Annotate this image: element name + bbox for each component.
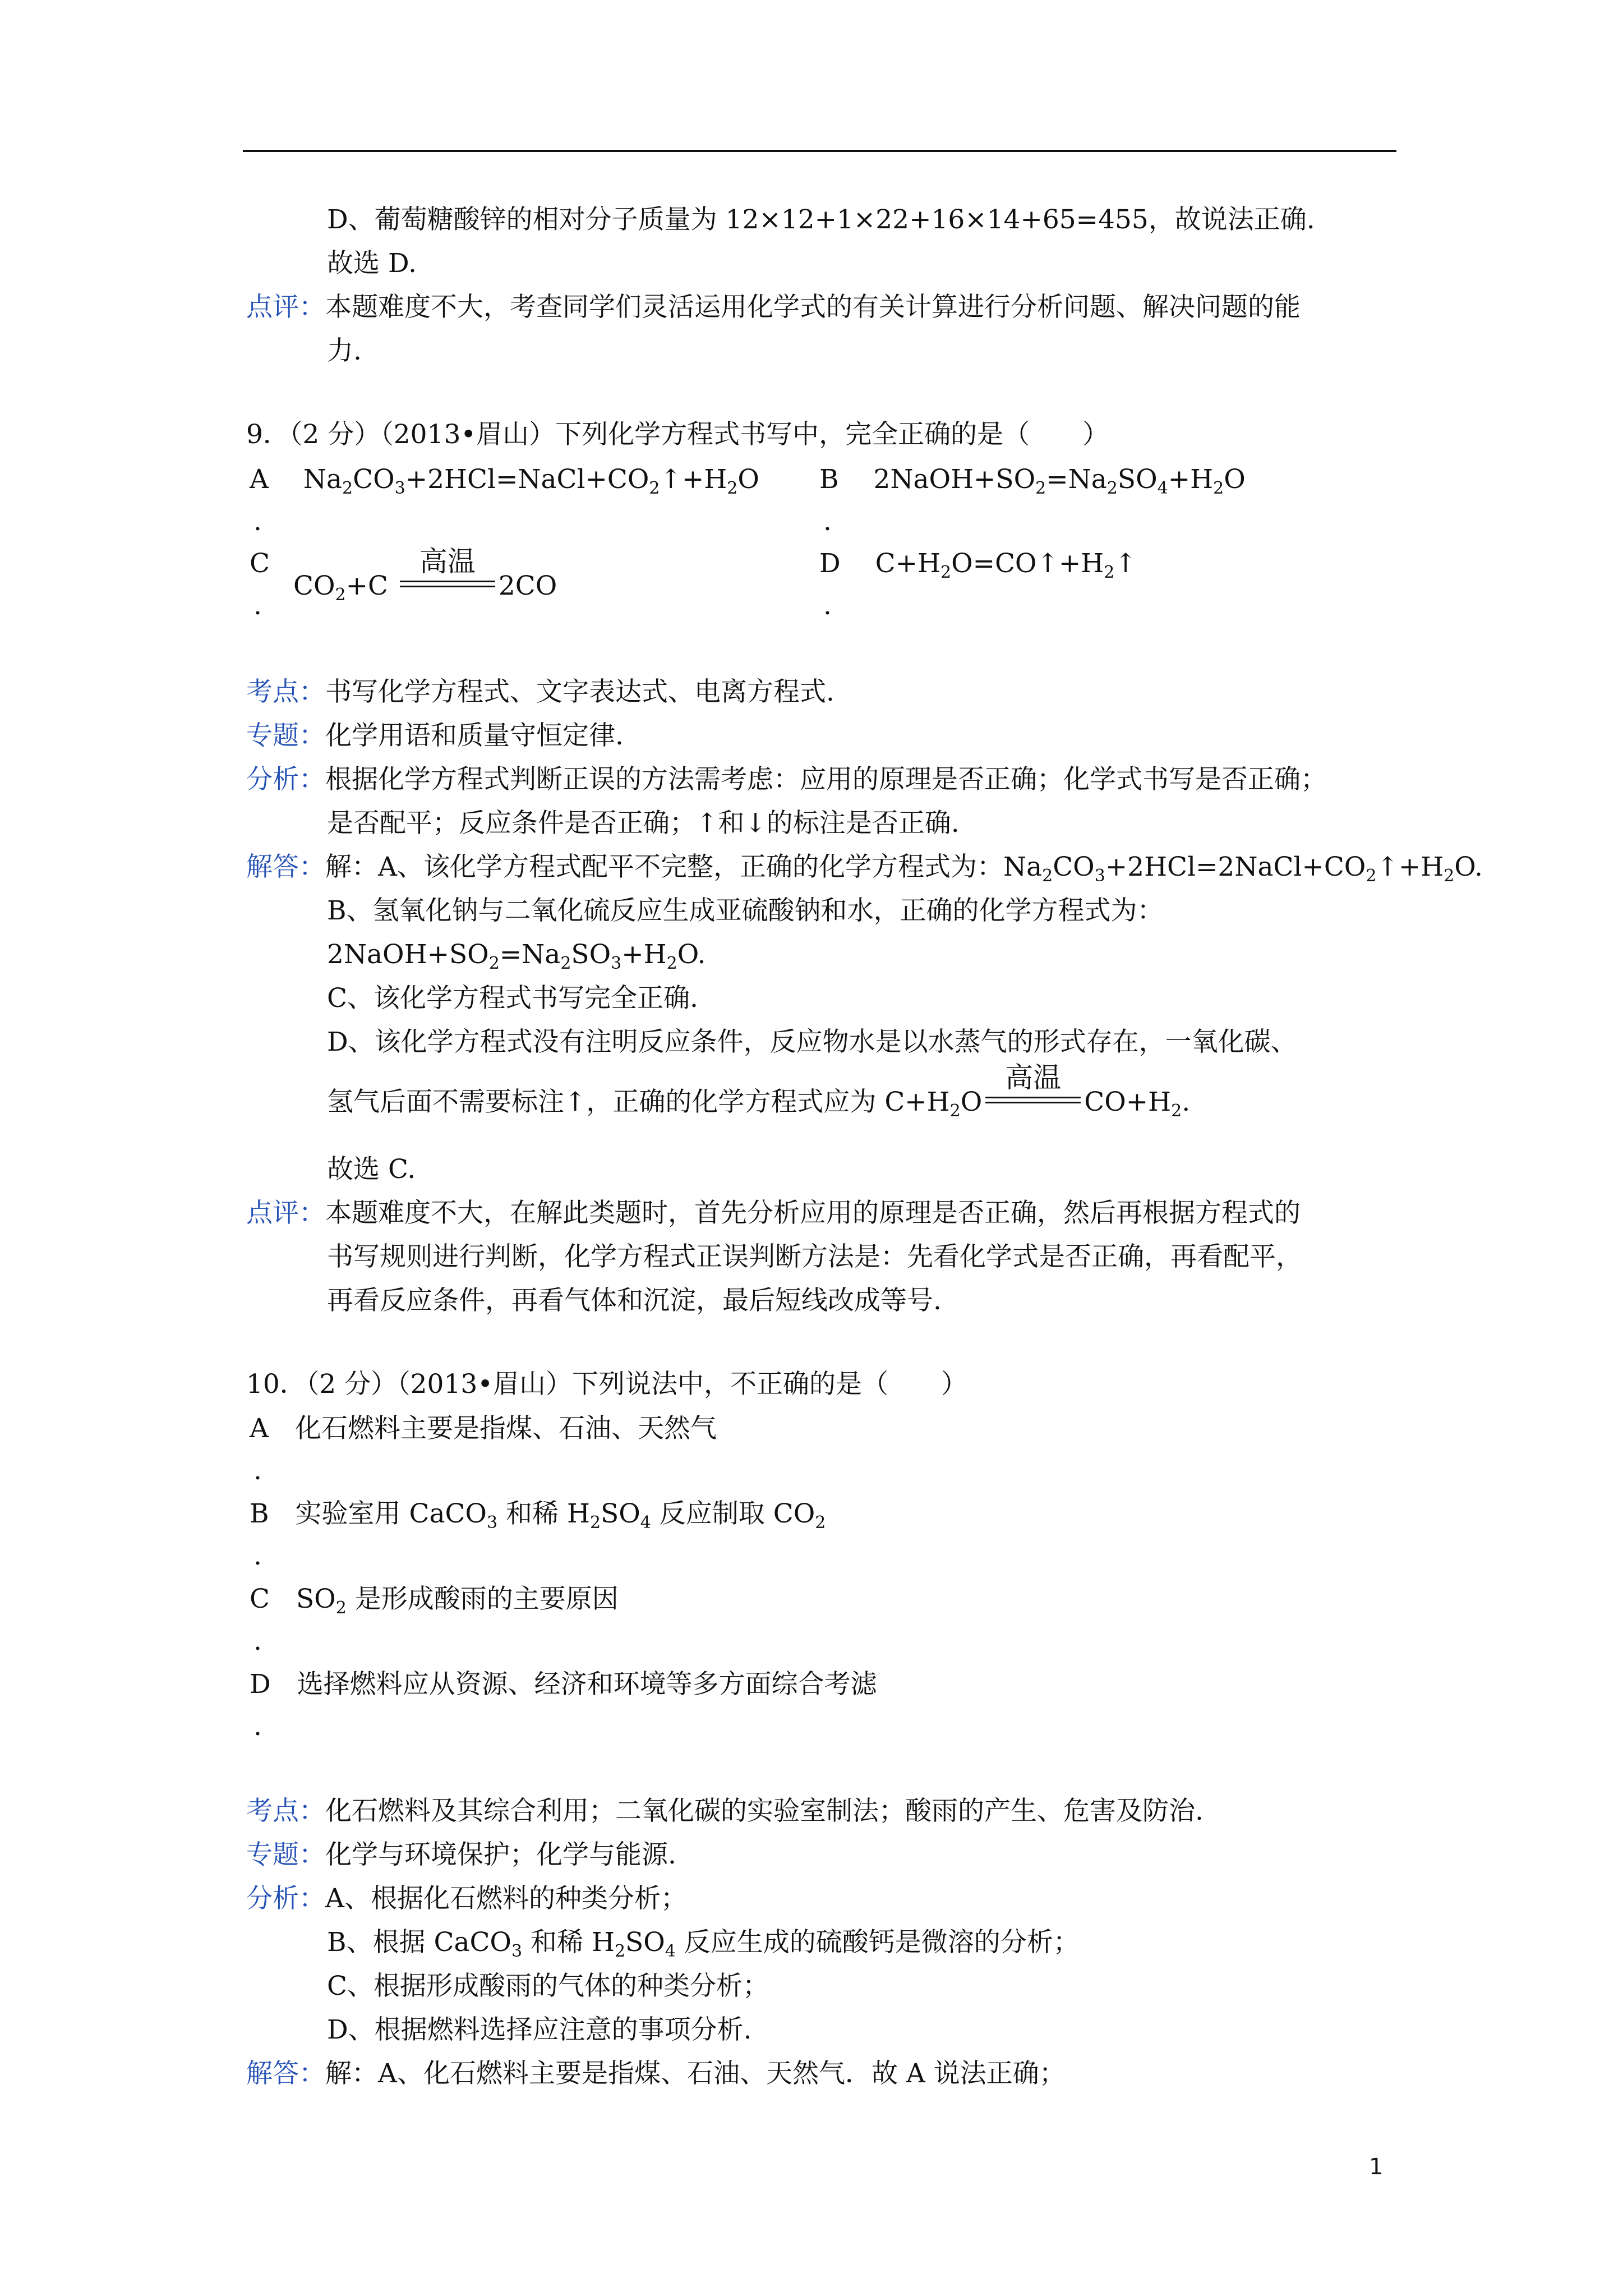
q9-jieda-d-eq: 氢气后面不需要标注↑，正确的化学方程式应为 $C+H_2O$ 高温 $CO+H_2$. bbox=[327, 1061, 1191, 1121]
q9-dianping: 点评：本题难度不大，在解此类题时，首先分析应用的原理是否正确，然后再根据方程式的 bbox=[246, 1198, 1301, 1228]
q9-jieda: 解答：解：A、该化学方程式配平不完整，正确的化学方程式为：$Na_2CO_3+2HCl=2NaCl+CO_2↑+H_2O$. bbox=[246, 852, 1483, 886]
q10-option-b-dot: . bbox=[253, 1540, 262, 1571]
high-temp-condition-2: 高温 bbox=[985, 1085, 1081, 1119]
q9-option-a: A $Na_2CO_3+2HCl=NaCl+CO_2↑+H_2O$ bbox=[250, 464, 759, 498]
prev-comment-cont: 力. bbox=[327, 335, 362, 366]
high-temp-condition: 高温 bbox=[400, 569, 495, 603]
q10-fenxi-d: D、根据燃料选择应注意的事项分析. bbox=[327, 2014, 752, 2045]
q9-stem: 9．（2 分）（2013•眉山）下列化学方程式书写中，完全正确的是（ ） bbox=[246, 419, 1109, 450]
comment-label: 点评： bbox=[246, 292, 325, 323]
q9-option-c-letter: C bbox=[250, 548, 270, 579]
q9-jieda-b-eq: $2NaOH+SO_2=Na_2SO_3+H_2O$. bbox=[327, 939, 706, 973]
q10-zhuanti: 专题：化学与环境保护；化学与能源. bbox=[246, 1839, 676, 1870]
q9-kaodian: 考点：书写化学方程式、文字表达式、电离方程式. bbox=[246, 677, 834, 707]
prev-option-d-analysis: D、葡萄糖酸锌的相对分子质量为 12×12+1×22+16×14+65=455，故说法正确. bbox=[327, 204, 1315, 235]
page-number: 1 bbox=[1369, 2154, 1384, 2180]
q9-jieda-d: D、该化学方程式没有注明反应条件，反应物水是以水蒸气的形式存在，一氧化碳、 bbox=[327, 1027, 1297, 1057]
prev-choose: 故选 D. bbox=[327, 248, 417, 279]
q10-fenxi-b: B、根据 CaCO$_3$ 和稀 $H_2SO_4$ 反应生成的硫酸钙是微溶的分析； bbox=[327, 1927, 1080, 1961]
q10-option-c-dot: . bbox=[253, 1626, 262, 1657]
q10-option-b: B 实验室用 CaCO$_3$ 和稀 $H_2SO_4$ 反应制取 $CO_2$ bbox=[250, 1498, 826, 1533]
q9-zhuanti: 专题：化学用语和质量守恒定律. bbox=[246, 720, 624, 751]
q9-fenxi-cont: 是否配平；反应条件是否正确；↑和↓的标注是否正确. bbox=[327, 808, 960, 839]
q9-jieda-b: B、氢氧化钠与二氧化硫反应生成亚硫酸钠和水，正确的化学方程式为： bbox=[327, 895, 1164, 926]
q9-jieda-c: C、该化学方程式书写完全正确. bbox=[327, 983, 698, 1014]
q10-stem: 10．（2 分）（2013•眉山）下列说法中，不正确的是（ ） bbox=[246, 1369, 967, 1400]
q9-option-a-dot: . bbox=[253, 506, 262, 537]
q10-option-d: D 选择燃料应从资源、经济和环境等多方面综合考滤 bbox=[250, 1669, 877, 1700]
q10-fenxi-c: C、根据形成酸雨的气体的种类分析； bbox=[327, 1971, 769, 2001]
q10-option-a-dot: . bbox=[253, 1455, 262, 1486]
q10-option-d-dot: . bbox=[253, 1711, 262, 1742]
q9-fenxi: 分析：根据化学方程式判断正误的方法需考虑：应用的原理是否正确；化学式书写是否正确； bbox=[246, 764, 1327, 795]
header-rule bbox=[243, 150, 1396, 152]
prev-comment: 点评：本题难度不大，考查同学们灵活运用化学式的有关计算进行分析问题、解决问题的能 bbox=[246, 292, 1301, 323]
q10-option-a: A 化石燃料主要是指煤、石油、天然气 bbox=[250, 1413, 717, 1444]
q10-fenxi: 分析：A、根据化石燃料的种类分析； bbox=[246, 1883, 687, 1914]
q9-option-b-dot: . bbox=[823, 506, 832, 537]
q9-option-d-dot: . bbox=[823, 590, 832, 621]
q9-option-b: B $2NaOH+SO_2=Na_2SO_4+H_2O$ bbox=[819, 464, 1246, 498]
q9-dianping-3: 再看反应条件，再看气体和沉淀，最后短线改成等号. bbox=[327, 1285, 942, 1316]
q10-option-c: C $SO_2$ 是形成酸雨的主要原因 bbox=[250, 1584, 619, 1618]
q9-choose: 故选 C. bbox=[327, 1154, 416, 1185]
q10-jieda: 解答：解：A、化石燃料主要是指煤、石油、天然气．故 A 说法正确； bbox=[246, 2058, 1066, 2089]
q9-option-d: D $C+H_2O=CO↑+H_2↑$ bbox=[819, 548, 1137, 582]
q9-option-c: $CO_2+C$ 高温 2CO bbox=[293, 545, 557, 605]
q9-option-c-dot: . bbox=[253, 590, 262, 621]
q10-kaodian: 考点：化石燃料及其综合利用；二氧化碳的实验室制法；酸雨的产生、危害及防治. bbox=[246, 1796, 1204, 1826]
q9-dianping-2: 书写规则进行判断，化学方程式正误判断方法是：先看化学式是否正确，再看配平， bbox=[327, 1241, 1302, 1272]
